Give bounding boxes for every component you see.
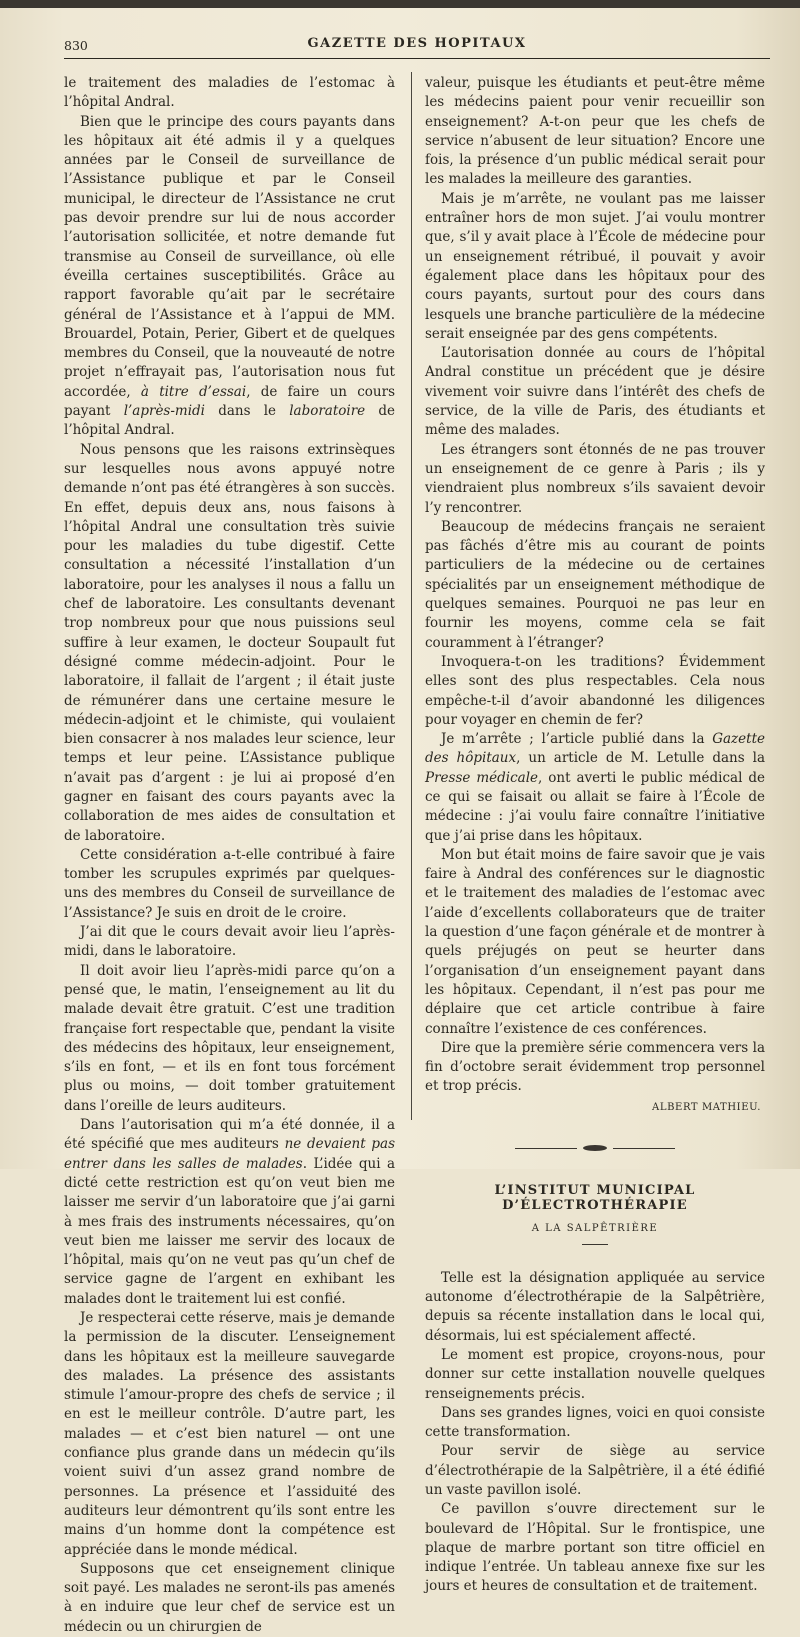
journal-title: GAZETTE DES HOPITAUX xyxy=(307,36,527,51)
paragraph: Pour servir de siège au service d’électrothérapie de la Salpêtrière, il a été édifié un vaste pavillon isolé. xyxy=(425,1443,765,1498)
column-divider xyxy=(411,72,412,1120)
paragraph: Mon but était moins de faire savoir que je vais faire à Andral des conférences sur le diagnostic et le traitement des maladies de l’estomac avec l’aide d’excellents collaborateurs que de traiter la question d’une façon générale et de montrer à quels préjugés on peut se heurter dans l’organisation d’un enseignement payant dans les hôpitaux. Cependant, il n’est pas pour me déplaire que cet article contribue à faire connaître l’existence de ces conférences. xyxy=(425,846,765,1037)
paragraph: Invoquera-t-on les traditions? Évidemment elles sont des plus respectables. Cela nous empêche-t-il d’avoir abandonné les diligences pour voyager en chemin de fer? xyxy=(425,653,765,728)
section-title: L’INSTITUT MUNICIPAL D’ÉLECTROTHÉRAPIE xyxy=(494,1182,696,1213)
header-rule xyxy=(64,58,770,59)
paragraph: Mais je m’arrête, ne voulant pas me laisser entraîner hors de mon sujet. J’ai voulu montrer que, s’il y avait place à l’École de médecine pour un enseignement rétribué, il pouvait y avoir également place dans les hôpitaux pour des cours payants, surtout pour des cours dans lesquels une branche particulière de la médecine serait enseignée par des gens compétents. xyxy=(425,190,765,342)
paragraph: Je m’arrête ; l’article publié dans la Gazette des hôpitaux, un article de M. Letulle dans la Presse médicale, ont averti le public médical de ce qui se faisait ou allait se faire à l’École de médecine : j’ai voulu faire connaître l’initiative que j’ai prise dans les hôpitaux. xyxy=(425,731,765,844)
paragraph: Ce pavillon s’ouvre directement sur le boulevard de l’Hôpital. Sur le frontispice, une plaque de marbre portant son titre officiel en indique l’entrée. Un tableau annexe fixe sur les jours et heures de consultation et de traitement. xyxy=(425,1501,765,1595)
section-body xyxy=(425,1269,765,1597)
paragraph: Dans ses grandes lignes, voici en quoi consiste cette transformation. xyxy=(425,1404,765,1441)
paragraph: Le moment est propice, croyons-nous, pour donner sur cette installation nouvelle quelques renseignements précis. xyxy=(425,1346,765,1402)
paragraph: le traitement des maladies de l’estomac à l’hôpital Andral. xyxy=(64,75,395,111)
paragraph: valeur, puisque les étudiants et peut-être même les médecins paient pour venir recueillir son enseignement? A-t-on peur que les chefs de service n’abusent de leur situation? Encore une fois, la présence d’un public médical serait pour les malades la meilleure des garanties. xyxy=(425,75,765,188)
right-column xyxy=(425,74,765,1597)
paragraph: Dans l’autorisation qui m’a été donnée, il a été spécifié que mes auditeurs ne devaient pas entrer dans les salles de malades. L’idée qui a dicté cette restriction est qu’on veut bien me laisser me servir d’un laboratoire que j’ai garni à mes frais des instruments nécessaires, qu’on veut bien me laisser me servir des locaux de l’hôpital, mais qu’on ne veut pas qu’un chef de service gagne de l’argent en exhibant les malades dont le traitement lui est confié. xyxy=(64,1117,396,1307)
paragraph: Il doit avoir lieu l’après-midi parce qu’on a pensé que, le matin, l’enseignement au lit du malade devait être gratuit. C’est une tradition française fort respectable que, pendant la visite des médecins des hôpitaux, leur enseignement, s’ils en font, — et ils en font tous forcément plus ou moins, — doit tomber gratuitement dans l’oreille de leurs auditeurs. xyxy=(64,962,395,1114)
paragraph: Bien que le principe des cours payants dans les hôpitaux ait été admis il y a quelques années par le Conseil de surveillance de l’Assistance publique et par le Conseil municipal, le directeur de l’Assistance ne crut pas devoir prendre sur lui de nous accorder l’autorisation sollicitée, et notre demande fut transmise au Conseil de surveillance, où elle éveilla certaines susceptibilités. Grâce au rapport favorable qu’ait par le secrétaire général de l’Assistance et à l’appui de MM. Brouardel, Potain, Perier, Gibert et de quelques membres du Conseil, que la nouveauté de notre projet n’effrayait pas, l’autorisation nous fut accordée, à titre d’essai, de faire un cours payant l’après-midi dans le laboratoire de l’hôpital Andral. xyxy=(64,113,396,439)
paragraph: Cette considération a-t-elle contribué à faire tomber les scrupules exprimés par quelques-uns des membres du Conseil de surveillance de l’Assistance? Je suis en droit de le croire. xyxy=(64,846,395,921)
paragraph: Je respecterai cette réserve, mais je demande la permission de la discuter. L’enseignement dans les hôpitaux est la meilleure sauvegarde des malades. La présence des assistants stimule l’amour-propre des chefs de service ; il en est le meilleur contrôle. D’autre part, les malades — et c’est bien naturel — ont une confiance plus grande dans un médecin qu’ils voient suivi d’un assez grand nombre de personnes. La présence et l’assiduité des auditeurs leur démontrent qu’ils sont entre les mains d’un homme dont la compétence est appréciée dans le monde médical. xyxy=(64,1310,395,1558)
paragraph: Beaucoup de médecins français ne seraient pas fâchés d’être mis au courant de points particuliers de la médecine ou de certaines spécialités par un enseignement méthodique de quelques semaines. Pourquoi ne pas leur en fournir les moyens, comme cela se fait couramment à l’étranger? xyxy=(425,518,765,651)
author-signature: ALBERT MATHIEU. xyxy=(652,1101,761,1113)
paragraph: Supposons que cet enseignement clinique soit payé. Les malades ne seront-ils pas amenés à en induire que leur chef de service est un médecin ou un chirurgien de xyxy=(64,1560,395,1635)
section-subtitle: A LA SALPÊTRIÈRE xyxy=(531,1222,659,1234)
page-header xyxy=(64,36,770,58)
section-ornament xyxy=(515,1143,675,1155)
subtitle-rule xyxy=(582,1244,608,1245)
paragraph: L’autorisation donnée au cours de l’hôpital Andral constitue un précédent que je désire vivement voir suivre dans l’intérêt des chefs de service, de la ville de Paris, des étudiants et même des malades. xyxy=(425,345,765,439)
paragraph: Dire que la première série commencera vers la fin d’octobre serait évidemment trop personnel et trop précis. xyxy=(425,1039,765,1095)
paragraph: Les étrangers sont étonnés de ne pas trouver un enseignement de ce genre à Paris ; ils y viendraient plus nombreux s’ils savaient devoir l’y rencontrer. xyxy=(425,441,765,516)
scan-edge xyxy=(0,0,800,8)
paragraph: Telle est la désignation appliquée au service autonome d’électrothérapie de la Salpêtrière, depuis sa récente installation dans le local qui, désormais, lui est spécialement affecté. xyxy=(425,1269,765,1344)
paragraph: Nous pensons que les raisons extrinsèques sur lesquelles nous avons appuyé notre demande n’ont pas été étrangères à son succès. En effet, depuis deux ans, nous faisons à l’hôpital Andral une consultation très suivie pour les maladies du tube digestif. Cette consultation a nécessité l’installation d’un laboratoire, pour les analyses il nous a fallu un chef de laboratoire. Les consultants devenant trop nombreux pour que nous puissions seul suffire à leur examen, le docteur Soupault fut désigné comme médecin-adjoint. Pour le laboratoire, il fallait de l’argent ; il était juste de rémunérer dans une certaine mesure le médecin-adjoint et le chimiste, qui voulaient bien consacrer à nos malades leur science, leur temps et leur peine. L’Assistance publique n’avait pas d’argent : je lui ai proposé d’en gagner en faisant des cours payants avec la collaboration de mes aides de consultation et de laboratoire. xyxy=(64,441,395,844)
left-column xyxy=(64,74,395,1637)
article-continuation xyxy=(425,74,765,1097)
paragraph: J’ai dit que le cours devait avoir lieu l’après-midi, dans le laboratoire. xyxy=(64,924,395,960)
page-number: 830 xyxy=(64,38,88,53)
